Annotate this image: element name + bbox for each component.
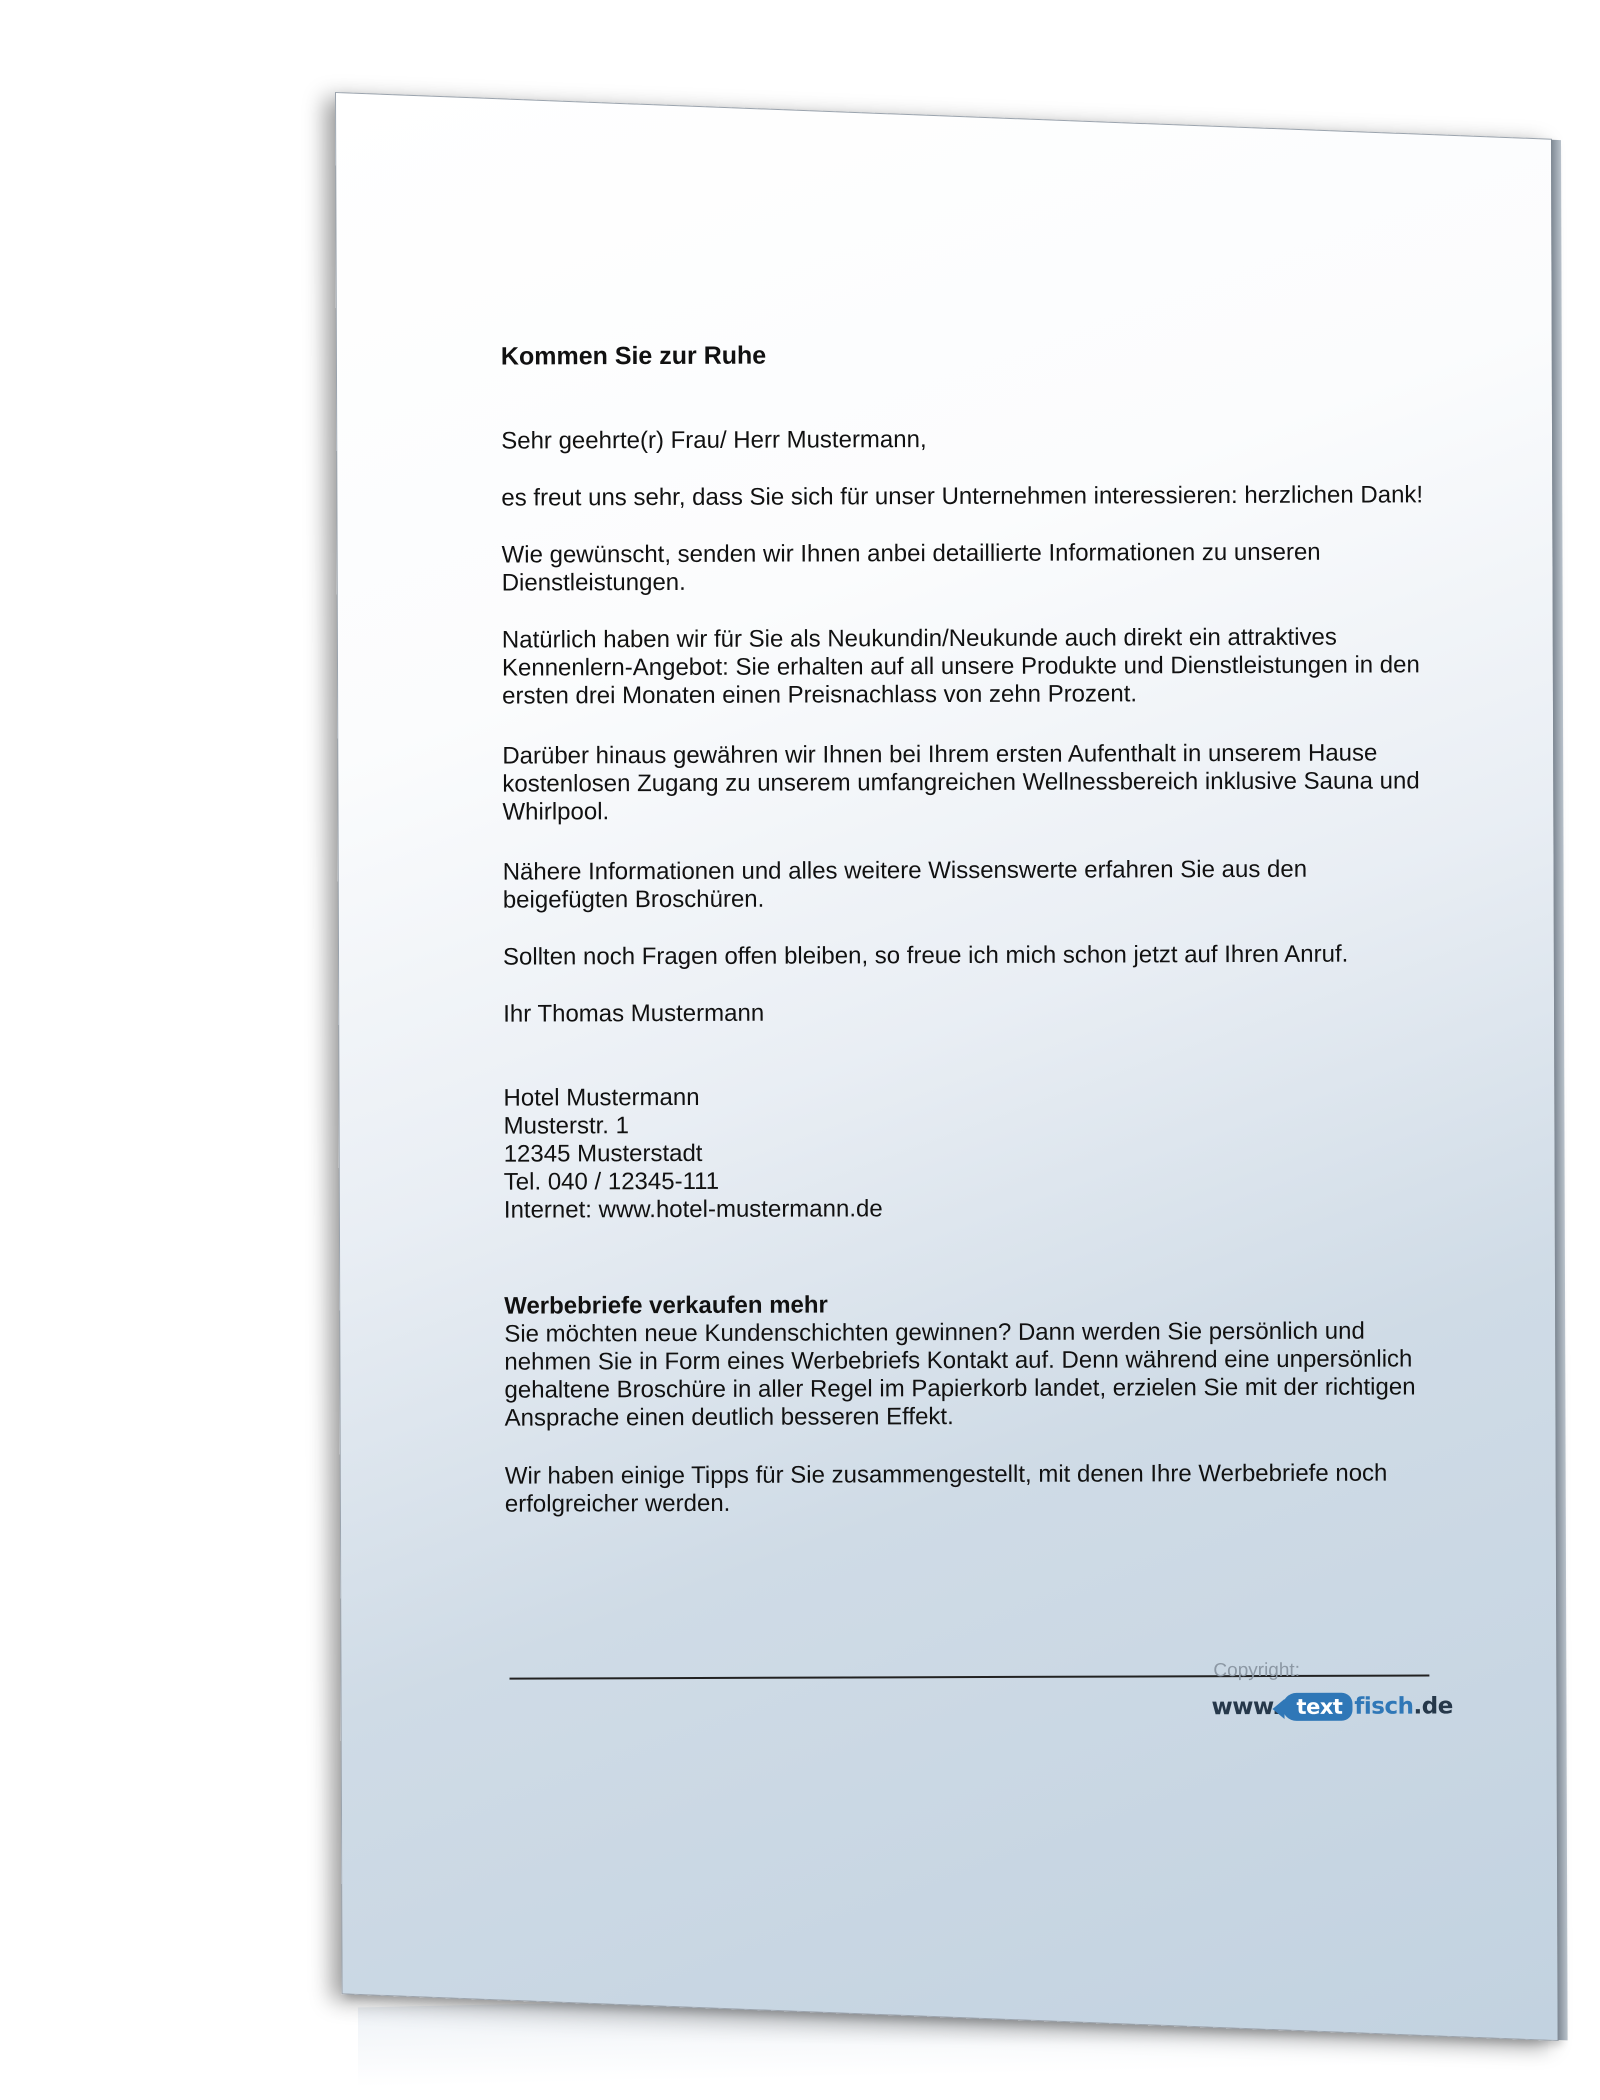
letter-paragraph-5: Nähere Informationen und alles weitere Wissenswerte erfahren Sie aus den beigefügten Broschüren. [502, 855, 1308, 914]
document-page-wrapper [335, 92, 1569, 2039]
sender-hotel-name: Hotel Mustermann [503, 1083, 700, 1112]
promo-heading: Werbebriefe verkaufen mehr [504, 1291, 828, 1320]
letter-paragraph-1: es freut uns sehr, dass Sie sich für unser Unternehmen interessieren: herzlichen Dank! [501, 481, 1424, 512]
letter-closing: Ihr Thomas Mustermann [503, 999, 765, 1028]
document-page [335, 92, 1559, 2041]
logo-de: .de [1413, 1693, 1453, 1720]
logo-fisch: fisch [1354, 1693, 1414, 1720]
sender-city: 12345 Musterstadt [503, 1139, 703, 1168]
promo-tips: Wir haben einige Tipps für Sie zusammengestellt, mit denen Ihre Werbebriefe noch erfolgreicher werden. [504, 1459, 1388, 1518]
letter-paragraph-4: Darüber hinaus gewähren wir Ihnen bei Ihrem ersten Aufenthalt in unserem Hause kostenlosen Zugang zu unserem umfangreichen Wellnessbereich inklusive Sauna und Whirlpool. [502, 739, 1420, 826]
logo-www: www. [1211, 1693, 1281, 1721]
textfisch-logo[interactable] [1211, 1689, 1452, 1724]
copyright-label: Copyright: [1213, 1659, 1301, 1682]
sender-website: Internet: www.hotel-mustermann.de [503, 1195, 883, 1224]
letter-paragraph-3: Natürlich haben wir für Sie als Neukundin/Neukunde auch direkt ein attraktives Kennenlern-Angebot: Sie erhalten auf all unsere Produkte und Dienstleistungen in den ersten drei Monaten einen Preisnachlass von zehn Prozent. [501, 623, 1420, 710]
sender-phone: Tel. 040 / 12345-111 [503, 1167, 720, 1196]
page-content [336, 89, 1557, 1994]
fish-icon [1282, 1693, 1352, 1721]
sender-street: Musterstr. 1 [503, 1112, 629, 1140]
logo-text: text [1296, 1694, 1343, 1719]
letter-paragraph-2: Wie gewünscht, senden wir Ihnen anbei detaillierte Informationen zu unseren Dienstleistungen. [501, 538, 1321, 597]
letter-title: Kommen Sie zur Ruhe [500, 341, 767, 371]
promo-body: Sie möchten neue Kundenschichten gewinnen? Dann werden Sie persönlich und nehmen Sie in Form eines Werbebriefs Kontakt auf. Denn während eine unpersönlich gehaltene Broschüre in aller Regel im Papierkorb landet, erzielen Sie mit der richtigen Ansprache einen deutlich besseren Effekt. [504, 1317, 1416, 1432]
sender-address-block [503, 1081, 1433, 1224]
letter-salutation: Sehr geehrte(r) Frau/ Herr Mustermann, [501, 426, 927, 455]
letter-paragraph-6: Sollten noch Fragen offen bleiben, so freue ich mich schon jetzt auf Ihren Anruf. [502, 940, 1349, 971]
